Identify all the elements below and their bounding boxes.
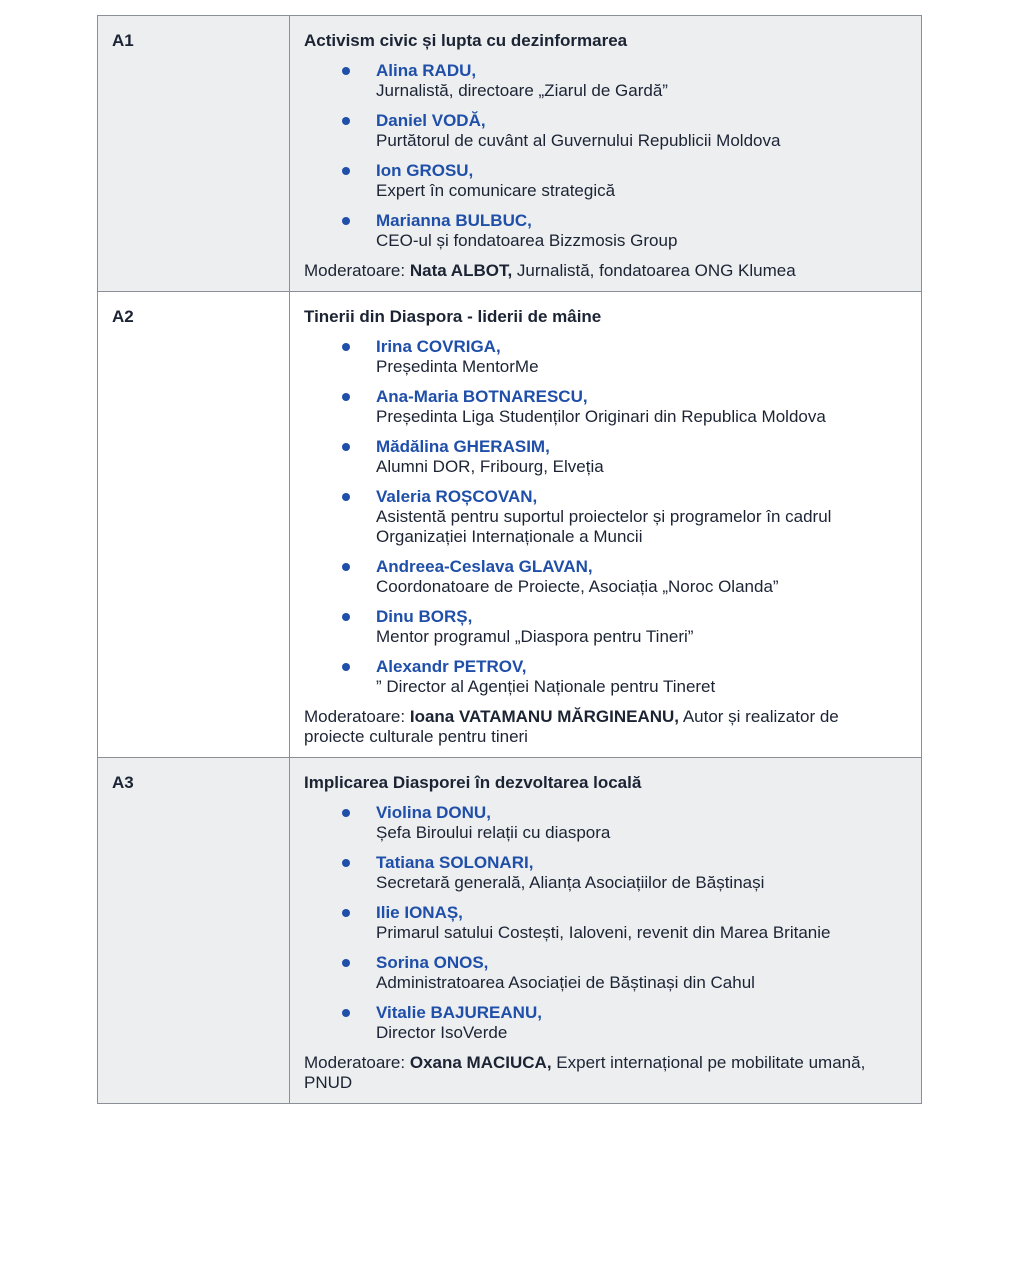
session-row-a1 <box>98 16 922 292</box>
bullet-icon <box>342 859 350 867</box>
moderator-line <box>304 707 901 747</box>
speaker-role: Asistentă pentru suportul proiectelor și programelor în cadrul Organizației Internaționale a Muncii <box>376 507 832 546</box>
speaker-name: Marianna BULBUC, <box>376 211 532 230</box>
speaker-role: Secretară generală, Alianța Asociațiilor de Băștinași <box>376 873 765 892</box>
speaker-role: Coordonatoare de Proiecte, Asociația „Noroc Olanda” <box>376 577 779 596</box>
speaker-name: Andreea-Ceslava GLAVAN, <box>376 557 593 576</box>
speaker-role: Jurnalistă, directoare „Ziarul de Gardă” <box>376 81 668 100</box>
session-content-cell <box>290 292 922 758</box>
speaker-item <box>304 607 901 647</box>
bullet-icon <box>342 67 350 75</box>
bullet-icon <box>342 117 350 125</box>
bullet-icon <box>342 959 350 967</box>
speaker-name: Mădălina GHERASIM, <box>376 437 550 456</box>
speaker-name: Daniel VODĂ, <box>376 111 486 130</box>
bullet-icon <box>342 809 350 817</box>
session-content-cell <box>290 16 922 292</box>
speaker-item <box>304 557 901 597</box>
speaker-name: Valeria ROȘCOVAN, <box>376 487 538 506</box>
speaker-item <box>304 853 901 893</box>
session-code-cell <box>98 16 290 292</box>
session-code-cell <box>98 292 290 758</box>
speaker-role: Administratoarea Asociației de Băștinași din Cahul <box>376 973 755 992</box>
moderator-name: Nata ALBOT, <box>409 261 513 280</box>
moderator-role: Autor și realizator de proiecte culturale pentru tineri <box>304 707 839 746</box>
speaker-name: Tatiana SOLONARI, <box>376 853 534 872</box>
speaker-name: Sorina ONOS, <box>376 953 489 972</box>
moderator-line <box>304 261 901 281</box>
speaker-item <box>304 111 901 151</box>
speaker-role: Primarul satului Costești, Ialoveni, revenit din Marea Britanie <box>376 923 831 942</box>
moderator-line <box>304 1053 901 1093</box>
session-code: A1 <box>112 31 134 50</box>
speaker-item <box>304 437 901 477</box>
bullet-icon <box>342 493 350 501</box>
speaker-name: Violina DONU, <box>376 803 491 822</box>
bullet-icon <box>342 663 350 671</box>
speaker-role: Expert în comunicare strategică <box>376 181 616 200</box>
speaker-item <box>304 61 901 101</box>
speaker-item <box>304 1003 901 1043</box>
bullet-icon <box>342 217 350 225</box>
speaker-role: ” Director al Agenției Naționale pentru Tineret <box>376 677 716 696</box>
speaker-name: Irina COVRIGA, <box>376 337 501 356</box>
speaker-role: Șefa Biroului relații cu diaspora <box>376 823 611 842</box>
speaker-name: Dinu BORȘ, <box>376 607 473 626</box>
speaker-item <box>304 903 901 943</box>
session-row-a2 <box>98 292 922 758</box>
bullet-icon <box>342 1009 350 1017</box>
session-title: Tinerii din Diaspora - liderii de mâine <box>304 307 602 326</box>
speaker-item <box>304 953 901 993</box>
bullet-icon <box>342 343 350 351</box>
bullet-icon <box>342 167 350 175</box>
speaker-name: Vitalie BAJUREANU, <box>376 1003 542 1022</box>
session-code-cell <box>98 758 290 1104</box>
speaker-name: Alina RADU, <box>376 61 477 80</box>
moderator-label: Moderatoare: <box>304 1053 406 1072</box>
moderator-role: Jurnalistă, fondatoarea ONG Klumea <box>516 261 796 280</box>
speaker-list <box>304 61 901 251</box>
moderator-role: Expert internațional pe mobilitate umană, PNUD <box>304 1053 866 1092</box>
bullet-icon <box>342 909 350 917</box>
session-row-a3 <box>98 758 922 1104</box>
speaker-role: CEO-ul și fondatoarea Bizzmosis Group <box>376 231 678 250</box>
speaker-item <box>304 211 901 251</box>
speaker-list <box>304 803 901 1043</box>
speaker-name: Alexandr PETROV, <box>376 657 527 676</box>
speaker-list <box>304 337 901 697</box>
session-code: A3 <box>112 773 134 792</box>
moderator-label: Moderatoare: <box>304 261 406 280</box>
moderator-name: Oxana MACIUCA, <box>409 1053 552 1072</box>
bullet-icon <box>342 563 350 571</box>
bullet-icon <box>342 443 350 451</box>
speaker-item <box>304 337 901 377</box>
session-title: Implicarea Diasporei în dezvoltarea locală <box>304 773 642 792</box>
moderator-label: Moderatoare: <box>304 707 406 726</box>
bullet-icon <box>342 393 350 401</box>
speaker-item <box>304 387 901 427</box>
session-title: Activism civic și lupta cu dezinformarea <box>304 31 628 50</box>
speaker-name: Ion GROSU, <box>376 161 474 180</box>
session-code: A2 <box>112 307 134 326</box>
session-content-cell <box>290 758 922 1104</box>
moderator-name: Ioana VATAMANU MĂRGINEANU, <box>409 707 680 726</box>
speaker-item <box>304 803 901 843</box>
speaker-role: Mentor programul „Diaspora pentru Tineri” <box>376 627 694 646</box>
speaker-item <box>304 487 901 547</box>
speaker-item <box>304 161 901 201</box>
speaker-role: Alumni DOR, Fribourg, Elveția <box>376 457 604 476</box>
speaker-role: Director IsoVerde <box>376 1023 508 1042</box>
speaker-role: Președinta Liga Studenților Originari din Republica Moldova <box>376 407 826 426</box>
speaker-role: Președinta MentorMe <box>376 357 539 376</box>
speaker-name: Ana-Maria BOTNARESCU, <box>376 387 588 406</box>
agenda-table <box>97 15 922 1104</box>
speaker-item <box>304 657 901 697</box>
bullet-icon <box>342 613 350 621</box>
speaker-name: Ilie IONAȘ, <box>376 903 463 922</box>
speaker-role: Purtătorul de cuvânt al Guvernului Republicii Moldova <box>376 131 781 150</box>
